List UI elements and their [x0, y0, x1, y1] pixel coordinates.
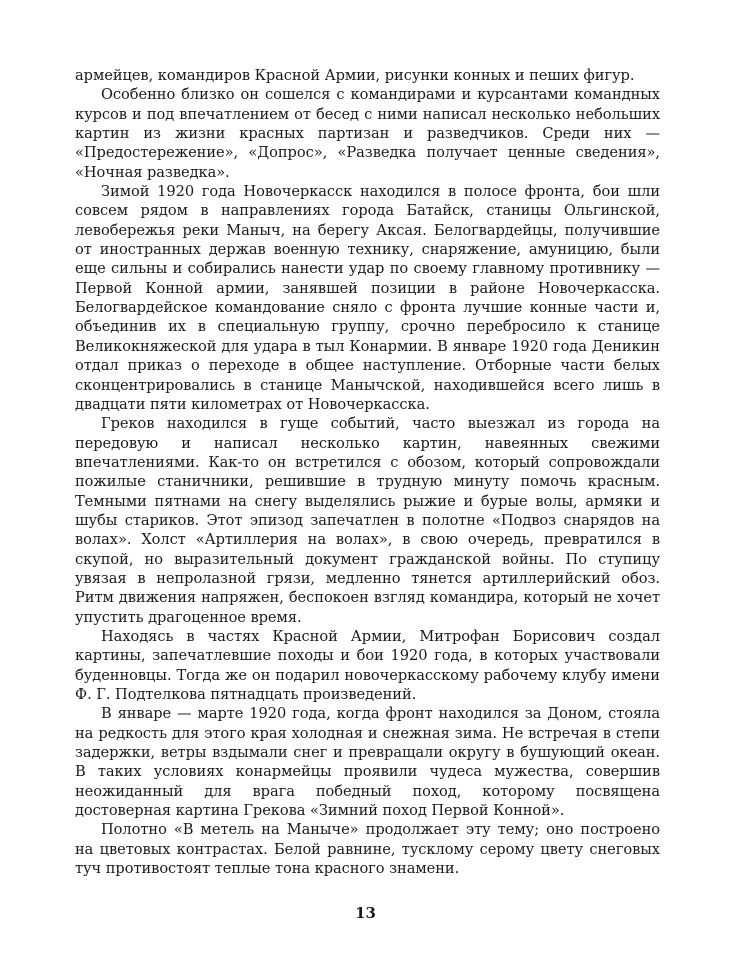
paragraph: Особенно близко он сошелся с командирами и курсантами командных курсов и под впечатлением от бесед с ними написал несколько небольших картин из жизни красных партизан и разведчиков. Среди них — «Предостережение», «Допрос», «Разведка получает ценные сведения», «Ночная разведка». — [75, 86, 660, 181]
paragraph: Находясь в частях Красной Армии, Митрофан Борисович создал картины, запечатлевшие походы и бои 1920 года, в которых участвовали буденновцы. Тогда же он подарил новочеркасскому рабочему клубу имени Ф. Г. Подтелкова пятнадцать произведений. — [75, 627, 660, 703]
page-body — [75, 66, 660, 878]
paragraph: Полотно «В метель на Маныче» продолжает эту тему; оно построено на цветовых контрастах. Белой равнине, тусклому серому цвету снеговых туч противостоят теплые тона красного знамени. — [75, 821, 660, 878]
paragraph: Зимой 1920 года Новочеркасск находился в полосе фронта, бои шли совсем рядом в направлениях города Батайск, станицы Ольгинской, левобережья реки Маныч, на берегу Аксая. Белогвардейцы, получившие от иностранных держав военную технику, снаряжение, амуницию, были еще сильны и собирались нанести удар по своему главному противнику — Первой Конной армии, занявшей позиции в районе Новочеркасска. Белогвардейское командование сняло с фронта лучшие конные части и, объединив их в специальную группу, срочно перебросило к станице Великокняжеской для удара в тыл Конармии. В январе 1920 года Деникин отдал приказ о переходе в общее наступление. Отборные части белых сконцентрировались в станице Манычской, находившейся всего лишь в двадцати пяти километрах от Новочеркасска. — [75, 183, 660, 413]
paragraph: Греков находился в гуще событий, часто выезжал из города на передовую и написал несколько картин, навеянных свежими впечатлениями. Как-то он встретился с обозом, который сопровождали пожилые станичники, решившие в трудную минуту помочь красным. Темными пятнами на снегу выделялись рыжие и бурые волы, армяки и шубы стариков. Этот эпизод запечатлен в полотне «Подвоз снарядов на волах». Холст «Артиллерия на волах», в свою очередь, превратился в скупой, но выразительный документ гражданской войны. По ступицу увязая в непролазной грязи, медленно тянется артиллерийский обоз. Ритм движения напряжен, беспокоен взгляд командира, который не хочет упустить драгоценное время. — [75, 415, 660, 626]
paragraph: В январе — марте 1920 года, когда фронт находился за Доном, стояла на редкость для этого края холодная и снежная зима. Не встречая в степи задержки, ветры вздымали снег и превращали округу в бушующий океан. В таких условиях конармейцы проявили чудеса мужества, совершив неожиданный для врага победный поход, которому посвящена достоверная картина Грекова «Зимний поход Первой Конной». — [75, 705, 660, 820]
page-number: 13 — [355, 904, 376, 922]
paragraph: армейцев, командиров Красной Армии, рисунки конных и пеших фигур. — [75, 67, 635, 84]
